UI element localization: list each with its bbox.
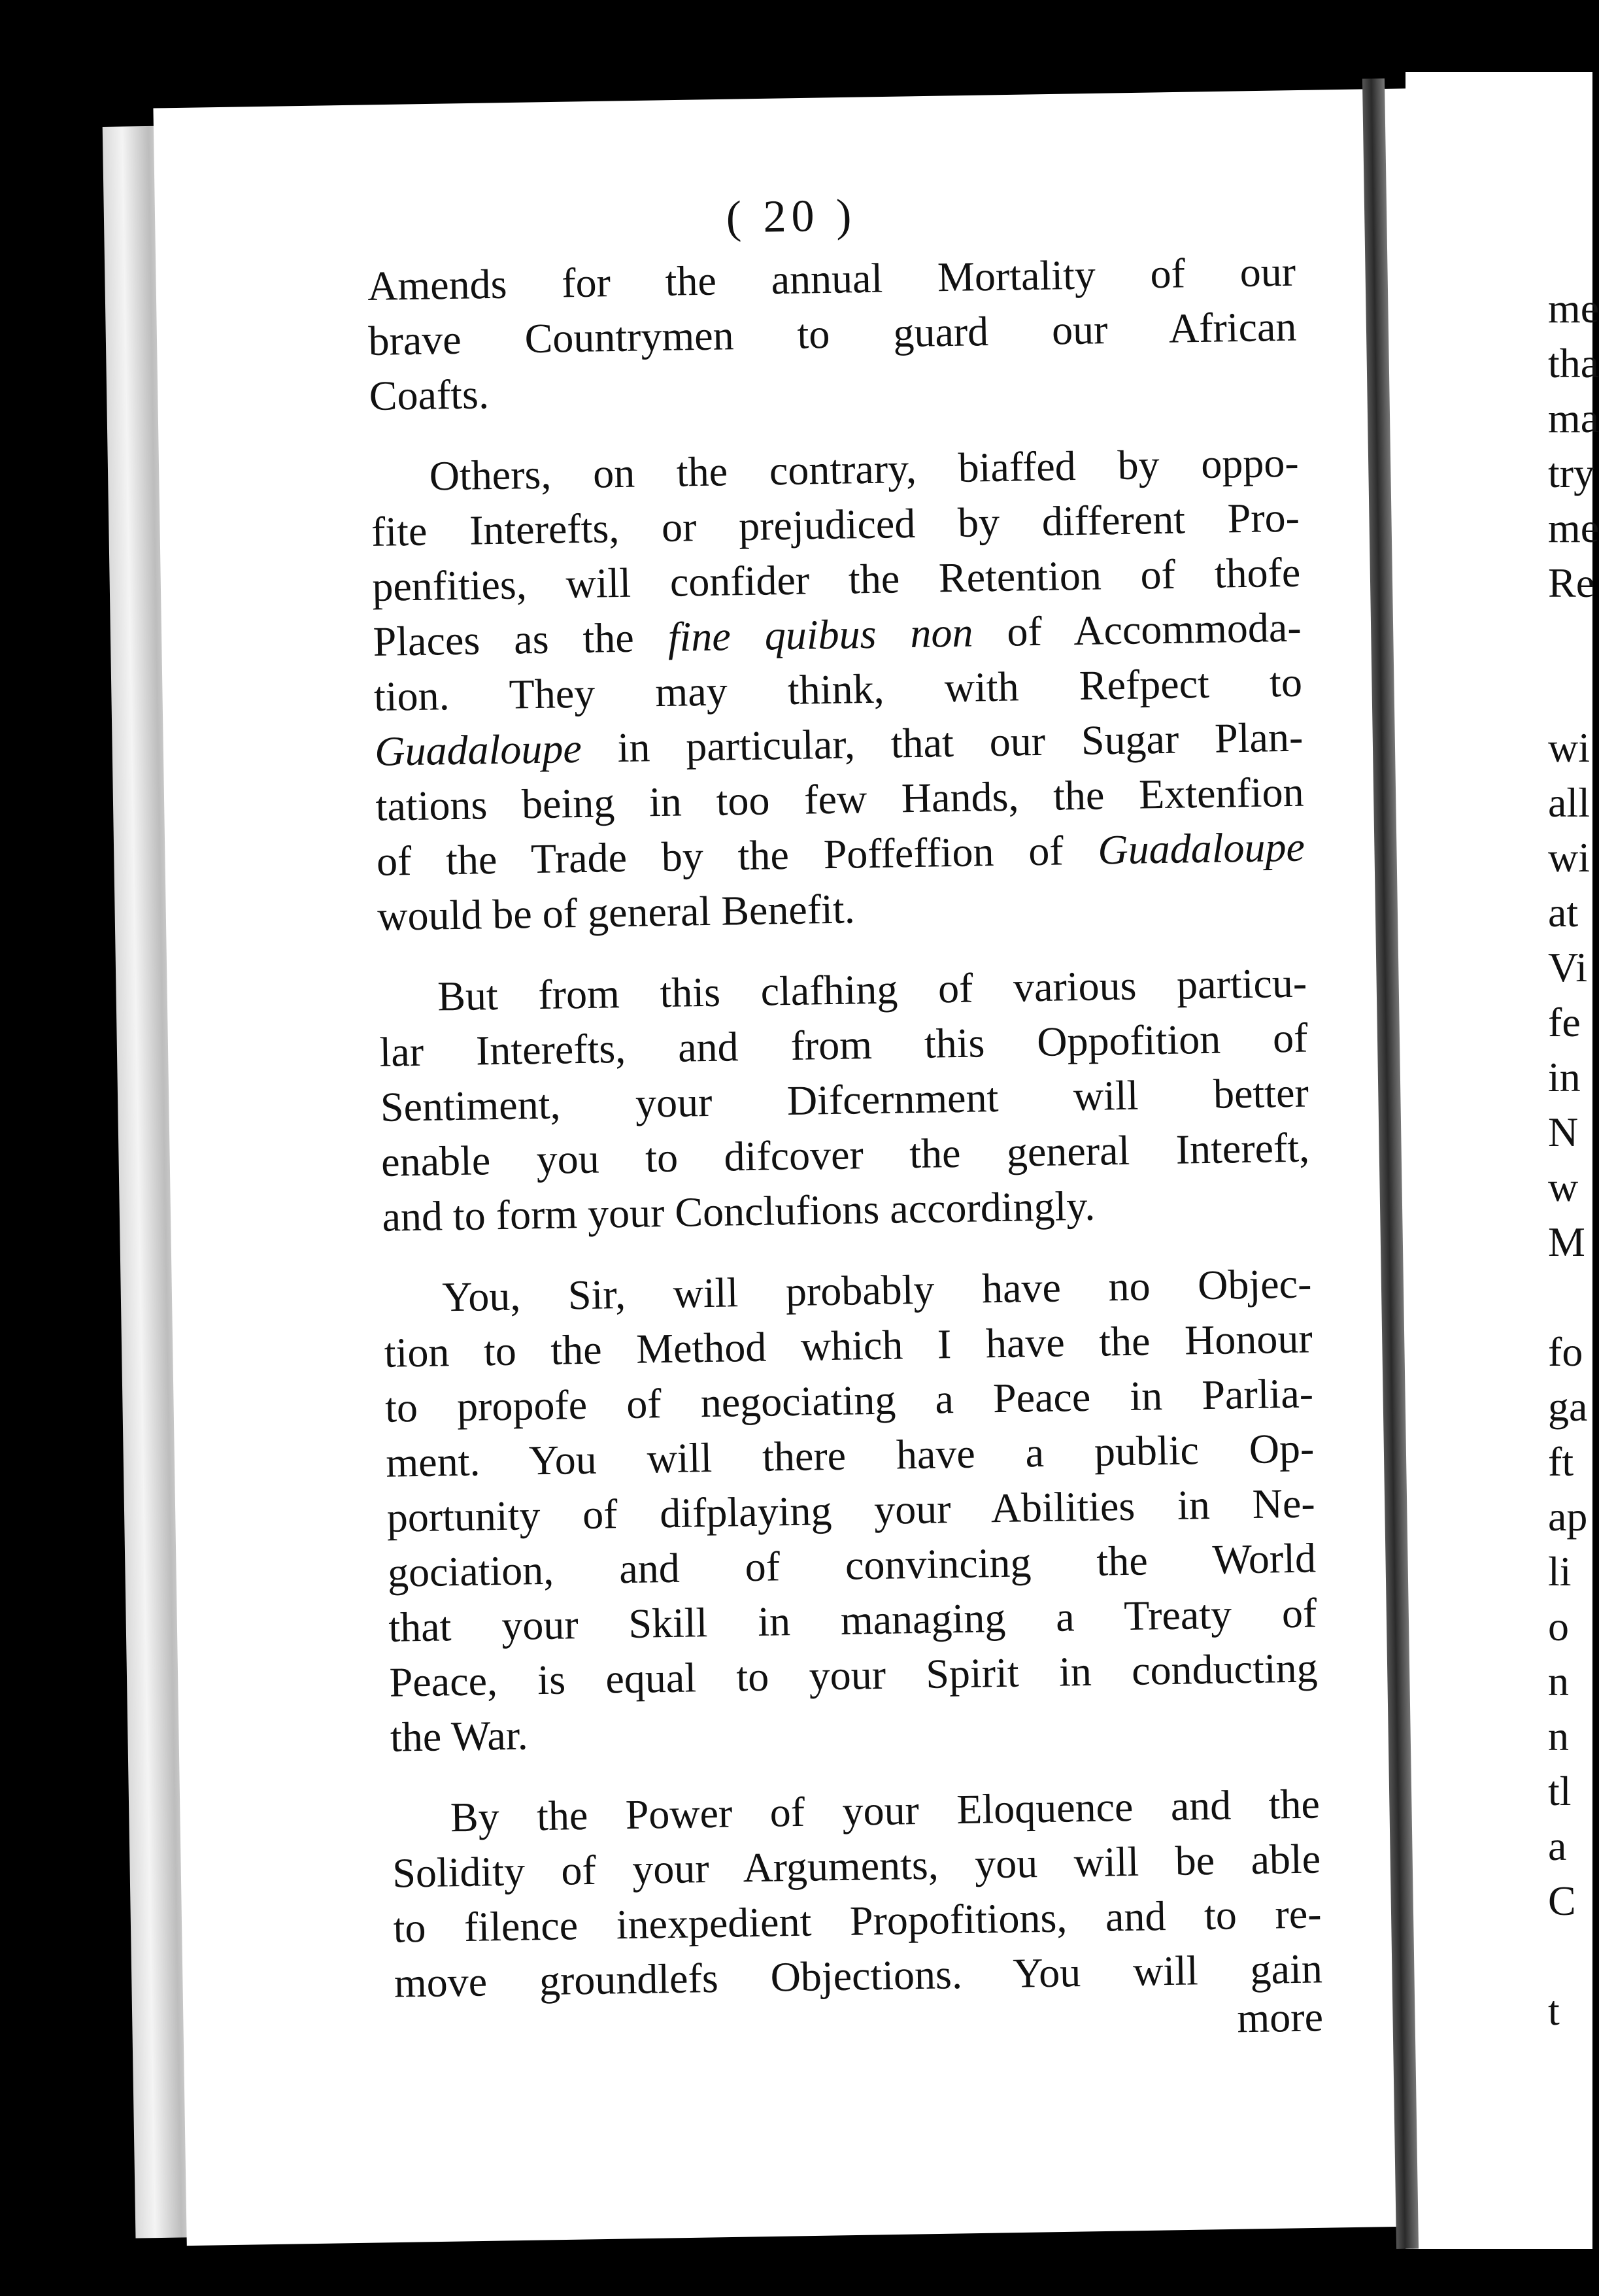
text-line: tion to the Method which I have the Honour bbox=[384, 1315, 1313, 1376]
catchword: more bbox=[1236, 1993, 1324, 2042]
facing-line: tl bbox=[1548, 1768, 1572, 1814]
facing-line bbox=[1548, 1270, 1592, 1325]
facing-line bbox=[1548, 611, 1592, 666]
text-line: enable you to difcover the general Intereft, bbox=[380, 1124, 1310, 1185]
facing-line: n bbox=[1548, 1658, 1569, 1704]
text-line: and to form your Conclufions accordingly. bbox=[381, 1182, 1096, 1240]
facing-line: M bbox=[1548, 1219, 1585, 1265]
facing-line: fe bbox=[1548, 999, 1581, 1045]
text-line: Sentiment, your Difcernment will better bbox=[380, 1069, 1309, 1130]
facing-line: in bbox=[1548, 1054, 1581, 1100]
facing-line: C bbox=[1548, 1878, 1576, 1924]
text-line: gociation, and of convincing the World bbox=[387, 1534, 1317, 1596]
facing-line: me bbox=[1548, 505, 1599, 551]
text-line: to filence inexpedient Propofitions, and to re- bbox=[393, 1890, 1322, 1951]
facing-line: all bbox=[1548, 779, 1590, 826]
text-line: brave Countrymen to guard our African bbox=[367, 303, 1297, 364]
text-line: would be of general Benefit. bbox=[377, 885, 856, 939]
facing-line: n bbox=[1548, 1713, 1569, 1759]
facing-line: li bbox=[1548, 1548, 1572, 1595]
text-line: Guadaloupe in particular, that our Sugar Plan- bbox=[374, 713, 1304, 775]
facing-line bbox=[1548, 666, 1592, 720]
text-line: move groundlefs Objections. You will gain bbox=[394, 1945, 1323, 2006]
paragraph-2 bbox=[370, 435, 1306, 944]
text-line: tations being in too few Hands, the Extenfion bbox=[375, 768, 1305, 830]
facing-line bbox=[1548, 1929, 1592, 1984]
paragraph-3 bbox=[379, 956, 1311, 1245]
facing-line: fo bbox=[1548, 1328, 1583, 1375]
text-line: Amends for the annual Mortality of our bbox=[367, 248, 1296, 309]
facing-line: try bbox=[1548, 450, 1595, 496]
text-line: Others, on the contrary, biaffed by oppo- bbox=[429, 439, 1300, 499]
paragraph-5 bbox=[391, 1776, 1322, 2010]
text-line: the War. bbox=[390, 1712, 529, 1761]
facing-line: w bbox=[1548, 1164, 1579, 1210]
text-line: Peace, is equal to your Spirit in conducting bbox=[389, 1644, 1319, 1706]
page-text bbox=[366, 182, 1324, 2059]
paragraph-4 bbox=[383, 1256, 1319, 1764]
facing-line: ma bbox=[1548, 395, 1599, 441]
facing-line: Vi bbox=[1548, 944, 1588, 990]
text-line: to propofe of negociating a Peace in Parlia- bbox=[384, 1370, 1314, 1431]
text-line: tion. They may think, with Refpect to bbox=[373, 658, 1303, 720]
facing-line: tha bbox=[1548, 340, 1599, 386]
facing-line: ft bbox=[1548, 1438, 1574, 1485]
facing-line: t bbox=[1548, 1987, 1560, 2034]
text-line: Coafts. bbox=[369, 371, 490, 419]
facing-page-text bbox=[1548, 281, 1599, 2038]
facing-line: at bbox=[1548, 889, 1579, 936]
page-number: ( 20 ) bbox=[726, 190, 857, 243]
facing-line: wi bbox=[1548, 724, 1590, 771]
text-line: lar Interefts, and from this Oppofition of bbox=[379, 1014, 1308, 1075]
text-line: ment. You will there have a public Op- bbox=[385, 1425, 1315, 1486]
text-line: that your Skill in managing a Treaty of bbox=[388, 1589, 1317, 1651]
text-line: But from this clafhing of various particu- bbox=[437, 959, 1307, 1020]
paragraph-1 bbox=[367, 245, 1298, 424]
facing-line: me bbox=[1548, 285, 1599, 331]
text-line: fite Interefts, or prejudiced by different Pro- bbox=[371, 494, 1300, 555]
text-line: By the Power of your Eloquence and the bbox=[450, 1780, 1321, 1841]
text-line: penfities, will confider the Retention of thofe bbox=[371, 549, 1301, 610]
text-line: Places as the fine quibus non of Accommoda- bbox=[373, 603, 1302, 665]
facing-line: wi bbox=[1548, 834, 1590, 881]
text-line: portunity of difplaying your Abilities in Ne- bbox=[386, 1479, 1316, 1541]
facing-line: Re bbox=[1548, 560, 1595, 606]
facing-line: o bbox=[1548, 1603, 1569, 1649]
text-line: You, Sir, will probably have no Objec- bbox=[441, 1260, 1312, 1321]
text-line: Solidity of your Arguments, you will be able bbox=[392, 1835, 1321, 1897]
facing-line: ga bbox=[1548, 1383, 1588, 1430]
text-line: of the Trade by the Poffeffion of Guadaloupe bbox=[376, 823, 1305, 885]
facing-line: a bbox=[1548, 1823, 1567, 1869]
facing-line: ap bbox=[1548, 1493, 1588, 1540]
facing-line: N bbox=[1548, 1109, 1579, 1155]
